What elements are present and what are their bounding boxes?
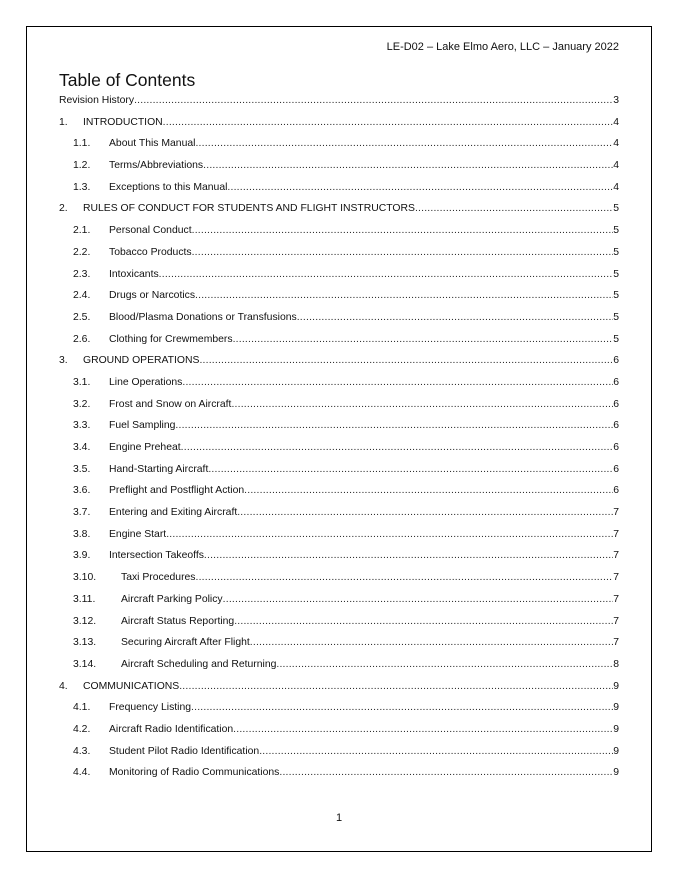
- toc-entry-page: 7: [613, 637, 619, 649]
- toc-entry-page: 9: [613, 680, 619, 692]
- toc-dot-leader: [203, 159, 613, 172]
- toc-entry-number: 3.5.: [73, 463, 91, 475]
- toc-entry[interactable]: [59, 441, 619, 463]
- toc-entry[interactable]: [59, 246, 619, 268]
- toc-entry-number: 2.6.: [73, 333, 91, 345]
- toc-entry-number: 2.3.: [73, 268, 91, 280]
- toc-entry[interactable]: [59, 615, 619, 637]
- toc-entry-page: 5: [613, 333, 619, 345]
- toc-entry-page: 4: [613, 116, 619, 128]
- toc-dot-leader: [233, 333, 614, 346]
- toc-entry-page: 6: [613, 442, 619, 453]
- toc-entry[interactable]: [59, 636, 619, 658]
- table-of-contents: [59, 94, 619, 788]
- toc-entry-page: 5: [613, 268, 619, 280]
- toc-entry-number: 2.4.: [73, 290, 91, 302]
- toc-entry-page: 8: [613, 658, 619, 670]
- toc-entry-number: 3.9.: [73, 550, 91, 562]
- toc-entry-title: Engine Start: [109, 528, 167, 540]
- toc-dot-leader: [237, 506, 613, 519]
- toc-entry-number: 3.8.: [73, 528, 91, 540]
- toc-entry[interactable]: [59, 202, 619, 224]
- toc-entry-number: 4.3.: [73, 745, 91, 757]
- toc-entry-number: 3.3.: [73, 420, 91, 432]
- toc-entry-title: Preflight and Postflight Action: [109, 485, 245, 497]
- toc-entry[interactable]: [59, 376, 619, 398]
- toc-entry-title: Frost and Snow on Aircraft: [109, 398, 232, 410]
- toc-entry[interactable]: [59, 463, 619, 485]
- toc-entry-number: 1.1.: [73, 138, 91, 150]
- toc-entry-page: 6: [613, 355, 619, 367]
- toc-entry-title: Hand-Starting Aircraft: [109, 463, 209, 475]
- toc-entry-title: Drugs or Narcotics: [109, 290, 196, 302]
- toc-entry[interactable]: [59, 484, 619, 506]
- toc-dot-leader: [208, 463, 613, 476]
- toc-entry-page: 9: [613, 745, 619, 757]
- toc-dot-leader: [297, 311, 614, 324]
- toc-dot-leader: [199, 354, 613, 367]
- toc-entry-title: Engine Preheat: [109, 442, 181, 453]
- toc-entry-title: Intersection Takeoffs: [109, 550, 204, 562]
- toc-entry-number: 3.7.: [73, 507, 91, 519]
- toc-entry-page: 7: [613, 572, 619, 584]
- toc-entry[interactable]: [59, 723, 619, 745]
- toc-entry[interactable]: [59, 398, 619, 420]
- toc-dot-leader: [134, 94, 613, 107]
- page-number: 1: [335, 812, 343, 824]
- toc-entry-page: 5: [613, 311, 619, 323]
- toc-entry-title: Line Operations: [109, 376, 183, 388]
- toc-entry-title: About This Manual: [109, 138, 196, 150]
- toc-dot-leader: [181, 441, 614, 454]
- toc-entry-number: 1.3.: [73, 181, 91, 193]
- toc-entry-number: 3.11.: [73, 593, 96, 605]
- toc-dot-leader: [244, 484, 613, 497]
- toc-entry-page: 7: [613, 507, 619, 519]
- toc-entry-title: Securing Aircraft After Flight: [121, 637, 250, 649]
- toc-entry[interactable]: [59, 549, 619, 571]
- toc-entry-title: RULES OF CONDUCT FOR STUDENTS AND FLIGHT INSTRUCTORS: [83, 203, 415, 215]
- document-page: [26, 26, 652, 852]
- toc-entry-page: 3: [613, 95, 619, 106]
- toc-entry-title: Aircraft Parking Policy: [121, 593, 223, 605]
- toc-entry[interactable]: [59, 354, 619, 376]
- toc-dot-leader: [175, 419, 613, 432]
- toc-dot-leader: [223, 593, 614, 606]
- toc-entry-number: 3.13.: [73, 637, 97, 649]
- toc-entry-title: Exceptions to this Manual: [109, 181, 228, 193]
- toc-entry-title: Entering and Exiting Aircraft: [109, 507, 238, 519]
- page-title: Table of Contents: [59, 70, 196, 90]
- toc-entry-title: Aircraft Radio Identification: [109, 723, 234, 735]
- toc-dot-leader: [227, 181, 613, 194]
- toc-dot-leader: [192, 224, 614, 237]
- toc-entry[interactable]: [59, 506, 619, 528]
- toc-entry-page: 7: [613, 550, 619, 562]
- toc-entry-title: Revision History: [59, 95, 135, 106]
- toc-entry-title: Student Pilot Radio Identification: [109, 745, 260, 757]
- toc-entry[interactable]: [59, 224, 619, 246]
- toc-entry[interactable]: [59, 766, 619, 788]
- toc-entry-number: 3.6.: [73, 485, 91, 497]
- toc-dot-leader: [276, 658, 613, 671]
- toc-dot-leader: [204, 549, 613, 562]
- toc-entry-number: 3.1.: [73, 376, 91, 388]
- toc-entry-page: 6: [613, 420, 619, 432]
- toc-entry-page: 5: [613, 203, 619, 215]
- toc-entry[interactable]: [59, 137, 619, 159]
- toc-entry-number: 2.: [59, 203, 68, 215]
- toc-entry-title: Clothing for Crewmembers: [109, 333, 233, 345]
- toc-dot-leader: [415, 202, 613, 215]
- toc-entry-title: Aircraft Status Reporting: [121, 615, 235, 627]
- toc-dot-leader: [231, 398, 613, 411]
- toc-entry-number: 3.14.: [73, 658, 97, 670]
- toc-entry[interactable]: [59, 571, 619, 593]
- toc-entry[interactable]: [59, 528, 619, 550]
- toc-entry-page: 9: [613, 702, 619, 714]
- document-header: LE-D02 – Lake Elmo Aero, LLC – January 2022: [386, 41, 619, 53]
- toc-entry-page: 7: [613, 528, 619, 540]
- toc-entry-title: Blood/Plasma Donations or Transfusions: [109, 311, 297, 323]
- toc-dot-leader: [195, 137, 613, 150]
- toc-entry-number: 3.: [59, 355, 68, 367]
- toc-entry-number: 1.2.: [73, 160, 91, 172]
- toc-dot-leader: [166, 528, 613, 541]
- toc-entry-number: 2.2.: [73, 246, 91, 258]
- toc-dot-leader: [159, 268, 614, 281]
- toc-entry-title: GROUND OPERATIONS: [83, 355, 200, 367]
- toc-entry-page: 7: [613, 615, 619, 627]
- toc-entry-title: COMMUNICATIONS: [83, 680, 180, 692]
- toc-entry-title: Aircraft Scheduling and Returning: [121, 658, 277, 670]
- toc-dot-leader: [250, 636, 613, 649]
- toc-entry-page: 9: [613, 767, 619, 779]
- toc-entry-page: 5: [613, 246, 619, 258]
- toc-dot-leader: [191, 701, 613, 714]
- toc-entry-page: 7: [613, 593, 619, 605]
- toc-entry[interactable]: [59, 268, 619, 290]
- toc-entry-page: 9: [613, 723, 619, 735]
- toc-dot-leader: [259, 745, 613, 758]
- toc-entry-title: Tobacco Products: [109, 246, 192, 258]
- toc-entry[interactable]: [59, 289, 619, 311]
- toc-entry[interactable]: [59, 745, 619, 767]
- toc-entry[interactable]: [59, 181, 619, 203]
- toc-entry-number: 3.10.: [73, 572, 97, 584]
- toc-entry-page: 4: [613, 160, 619, 172]
- toc-entry-number: 3.12.: [73, 615, 97, 627]
- toc-entry-title: Frequency Listing: [109, 702, 192, 714]
- toc-entry[interactable]: [59, 333, 619, 355]
- toc-entry-number: 2.1.: [73, 225, 91, 237]
- toc-dot-leader: [233, 723, 613, 736]
- toc-entry-title: Fuel Sampling: [109, 420, 176, 432]
- toc-entry-page: 4: [613, 138, 619, 150]
- toc-entry[interactable]: [59, 311, 619, 333]
- toc-entry-title: Intoxicants: [109, 268, 159, 280]
- toc-entry-page: 6: [613, 485, 619, 497]
- toc-entry-number: 4.: [59, 680, 68, 692]
- toc-entry[interactable]: [59, 419, 619, 441]
- toc-entry[interactable]: [59, 159, 619, 181]
- toc-dot-leader: [179, 680, 613, 693]
- toc-dot-leader: [192, 246, 614, 259]
- toc-entry-number: 4.4.: [73, 767, 91, 779]
- toc-dot-leader: [163, 116, 614, 129]
- toc-entry[interactable]: [59, 94, 619, 116]
- toc-dot-leader: [182, 376, 613, 389]
- toc-entry-title: Personal Conduct: [109, 225, 192, 237]
- toc-entry-title: Monitoring of Radio Communications: [109, 767, 280, 779]
- toc-entry-title: Terms/Abbreviations: [109, 160, 204, 172]
- toc-entry-title: INTRODUCTION: [83, 116, 163, 128]
- toc-entry-number: 1.: [59, 116, 68, 128]
- toc-entry[interactable]: [59, 680, 619, 702]
- toc-entry-number: 3.2.: [73, 398, 91, 410]
- toc-entry-page: 6: [613, 463, 619, 475]
- toc-dot-leader: [196, 571, 614, 584]
- toc-entry-page: 6: [613, 376, 619, 388]
- toc-entry[interactable]: [59, 701, 619, 723]
- toc-entry-number: 3.4.: [73, 442, 91, 453]
- toc-entry-title: Taxi Procedures: [121, 572, 196, 584]
- toc-entry-number: 4.2.: [73, 723, 91, 735]
- toc-entry[interactable]: [59, 658, 619, 680]
- toc-entry-page: 6: [613, 398, 619, 410]
- toc-entry-number: 4.1.: [73, 702, 91, 714]
- toc-entry-page: 5: [613, 290, 619, 302]
- toc-dot-leader: [195, 289, 613, 302]
- toc-entry-page: 5: [613, 225, 619, 237]
- toc-dot-leader: [279, 766, 613, 779]
- toc-entry-number: 2.5.: [73, 311, 91, 323]
- toc-dot-leader: [234, 615, 613, 628]
- toc-entry[interactable]: [59, 593, 619, 615]
- toc-entry[interactable]: [59, 116, 619, 138]
- toc-entry-page: 4: [613, 181, 619, 193]
